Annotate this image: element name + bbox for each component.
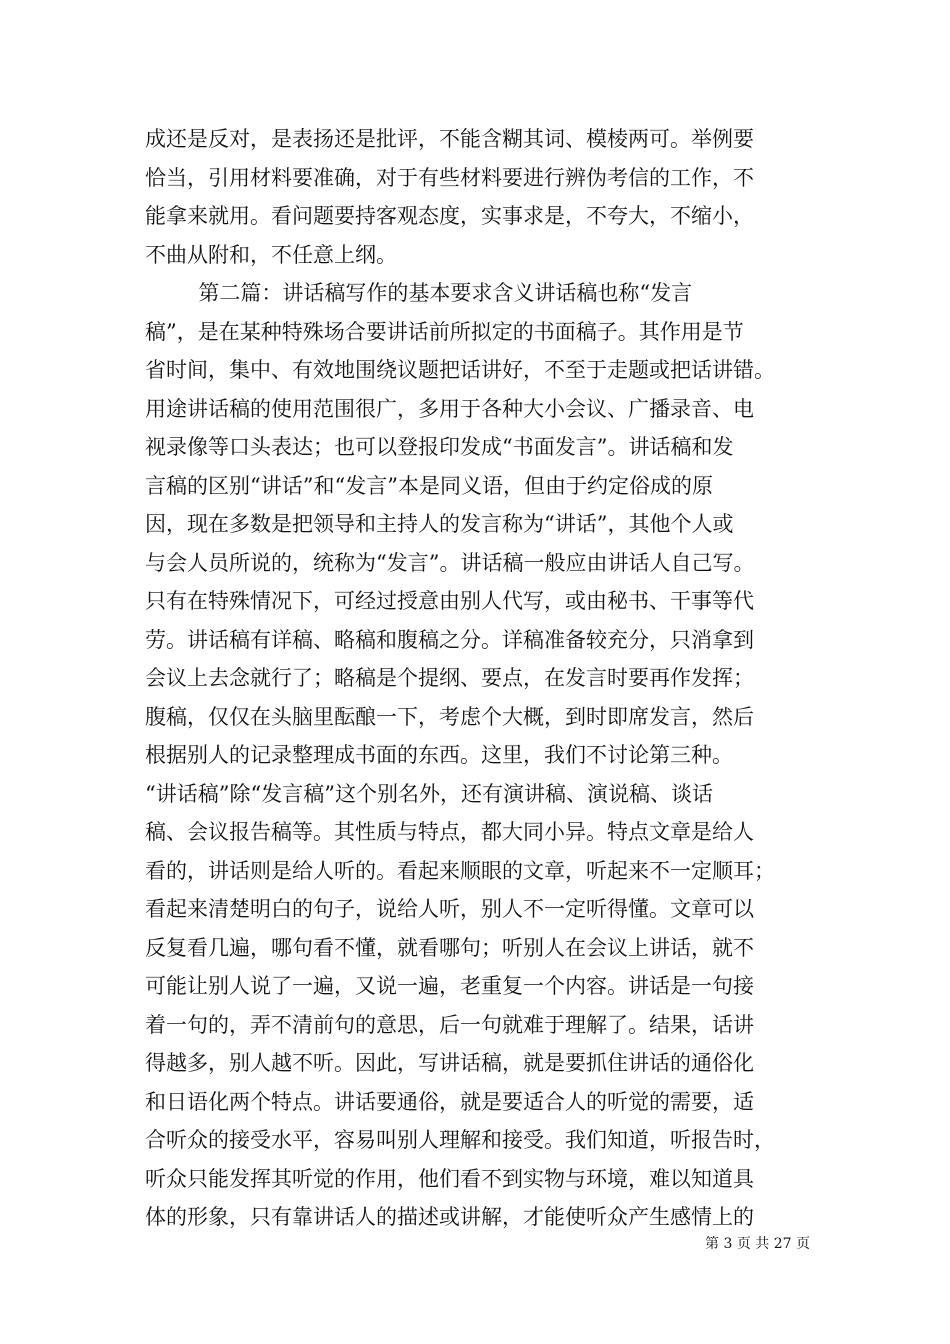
text-line: 和日语化两个特点。讲话要通俗，就是要适合人的听觉的需要，适: [145, 1089, 754, 1114]
text-line: 合听众的接受水平，容易叫别人理解和接受。我们知道，听报告时，: [145, 1128, 775, 1152]
text-line: 稿”，是在某种特殊场合要讲话前所拟定的书面稿子。其作用是节: [145, 319, 744, 344]
text-line: 能拿来就用。看问题要持客观态度，实事求是，不夸大，不缩小，: [145, 204, 754, 228]
text-line: 省时间，集中、有效地围绕议题把话讲好，不至于走题或把话讲错。: [145, 358, 775, 382]
text-line: 着一句的，弄不清前句的意思，后一句就难于理解了。结果，话讲: [145, 1012, 754, 1037]
text-line: 根据别人的记录整理成书面的东西。这里，我们不讨论第三种。: [145, 743, 733, 767]
text-line: 不曲从附和，不任意上纲。: [145, 242, 397, 267]
text-line: 听众只能发挥其听觉的作用，他们看不到实物与环境，难以知道具: [145, 1166, 754, 1191]
text-line: “讲话稿”除“发言稿”这个别名外，还有演讲稿、演说稿、谈话: [145, 781, 713, 806]
text-line: 体的形象，只有靠讲话人的描述或讲解，才能使听众产生感情上的: [145, 1205, 754, 1229]
body-text: [145, 120, 810, 1237]
text-line: 看的，讲话则是给人听的。看起来顺眼的文章，听起来不一定顺耳；: [145, 858, 775, 883]
text-line: 言稿的区别“讲话”和“发言”本是同义语，但由于约定俗成的原: [145, 473, 713, 498]
section-heading-line: 第二篇：讲话稿写作的基本要求含义讲话稿也称“发言: [145, 281, 693, 305]
text-line: 反复看几遍，哪句看不懂，就看哪句；听别人在会议上讲话，就不: [145, 935, 754, 960]
text-line: 与会人员所说的，统称为“发言”。讲话稿一般应由讲话人自己写。: [145, 550, 755, 575]
text-line: 成还是反对，是表扬还是批评，不能含糊其词、模棱两可。举例要: [145, 127, 754, 151]
text-line: 因，现在多数是把领导和主持人的发言称为“讲话”，其他个人或: [145, 512, 734, 536]
text-line: 用途讲话稿的使用范围很广，多用于各种大小会议、广播录音、电: [145, 396, 754, 421]
text-line: 劳。讲话稿有详稿、略稿和腹稿之分。详稿准备较充分，只消拿到: [145, 627, 754, 652]
text-line: 只有在特殊情况下，可经过授意由别人代写，或由秘书、干事等代: [145, 589, 754, 613]
text-line: 可能让别人说了一遍，又说一遍，老重复一个内容。讲话是一句接: [145, 974, 754, 998]
text-line: 腹稿，仅仅在头脑里酝酿一下，考虑个大概，到时即席发言，然后: [145, 704, 754, 729]
text-line: 视录像等口头表达；也可以登报印发成“书面发言”。讲话稿和发: [145, 435, 734, 459]
text-line: 恰当，引用材料要准确，对于有些材料要进行辨伪考信的工作，不: [145, 165, 754, 190]
text-line: 稿、会议报告稿等。其性质与特点，都大同小异。特点文章是给人: [145, 820, 754, 844]
page-number-footer: 第 3 页 共 27 页: [705, 1236, 810, 1252]
text-line: 会议上去念就行了；略稿是个提纲、要点，在发言时要再作发挥；: [145, 666, 754, 690]
text-line: 看起来清楚明白的句子，说给人听，别人不一定听得懂。文章可以: [145, 897, 754, 921]
text-line: 得越多，别人越不听。因此，写讲话稿，就是要抓住讲话的通俗化: [145, 1051, 754, 1075]
